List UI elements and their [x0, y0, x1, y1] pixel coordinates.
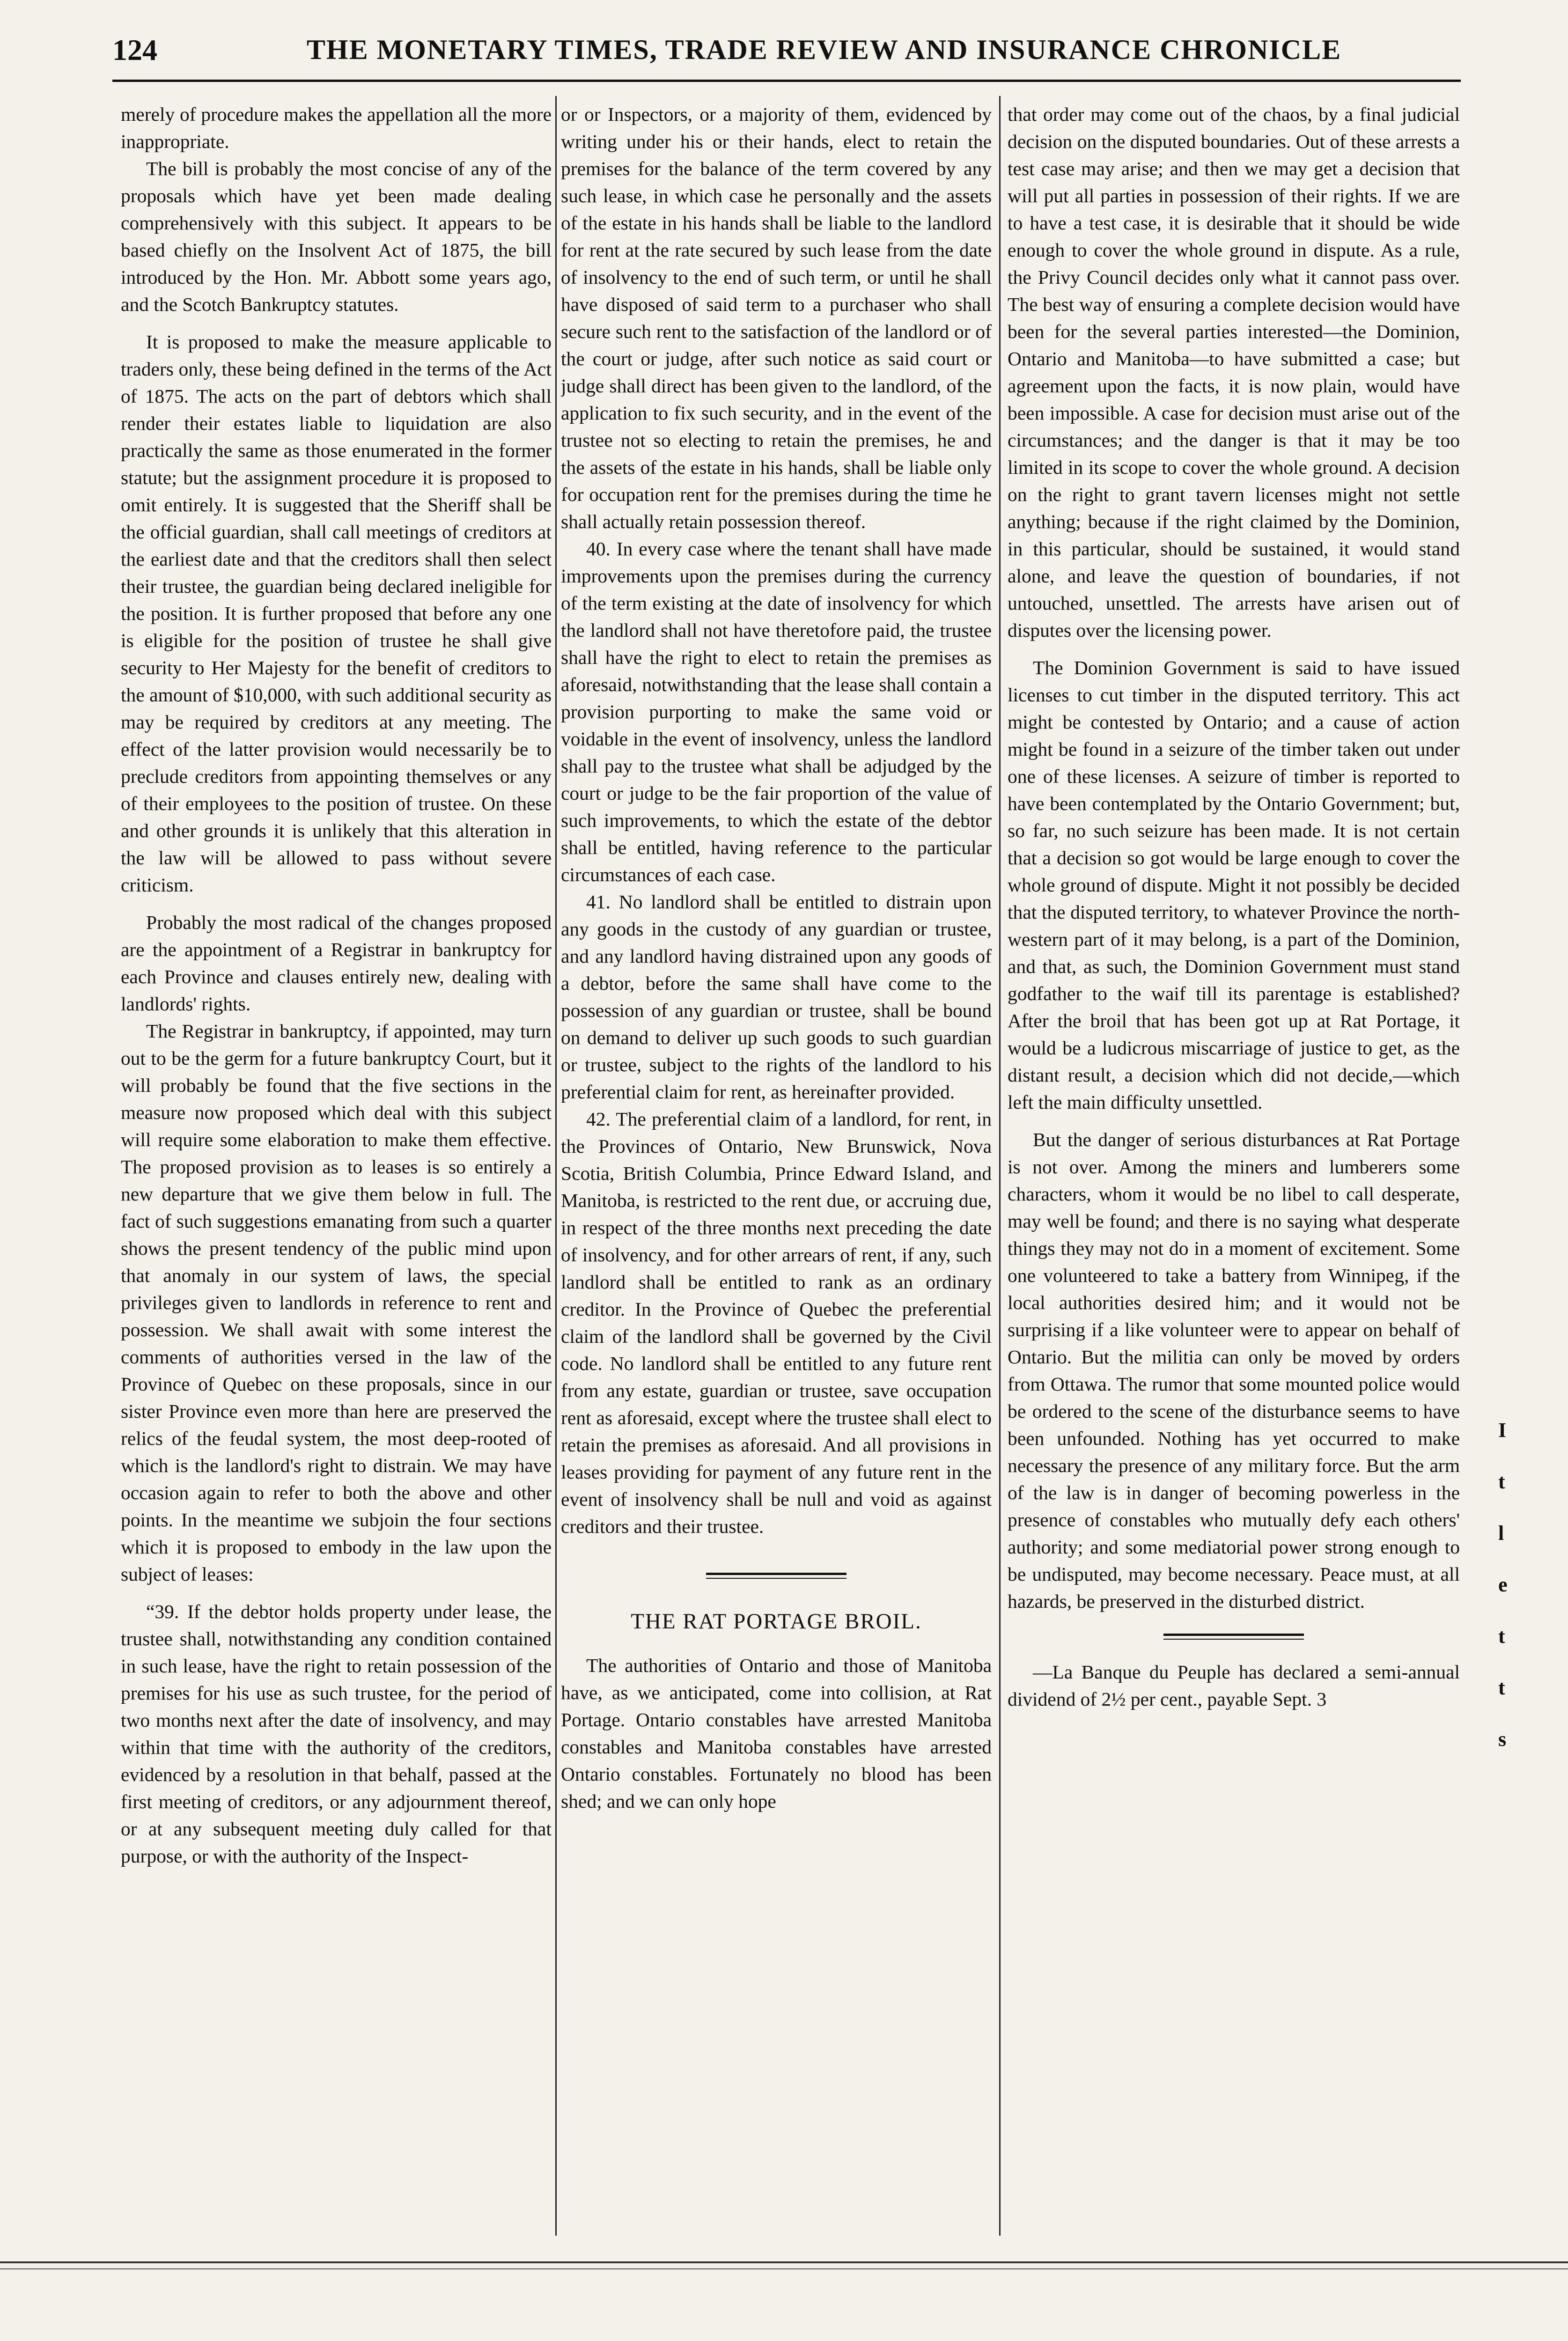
page-edge-marks [1498, 1405, 1526, 1826]
edge-mark: I [1498, 1419, 1507, 1442]
paragraph: But the danger of serious disturbances at Rat Portage is not over. Among the miners and lumberers some characters, whom it would be no libel to call desperate, may well be found; and there is no saying what desperate things they may not do in a moment of excitement. Some one volunteered to take a battery from Winnipeg, if the local authorities desired him; and it would not be surprising if a like volunteer were to appear on behalf of Ontario. But the militia can only be moved by orders from Ottawa. The rumor that some mounted police would be ordered to the scene of the disturbance seems to have been unfounded. Nothing has yet occurred to make necessary the presence of any military force. But the arm of the law is in danger of becoming powerless in the presence of constables who mutually defy each others' authority; and some mediatorial power strong enough to be undisputed, may become necessary. Peace must, at all hazards, be preserved in the disturbed district. [1008, 1129, 1460, 1612]
paragraph: —La Banque du Peuple has declared a semi-annual dividend of 2½ per cent., payable Sept. 3 [1008, 1661, 1460, 1710]
paragraph: The bill is probably the most concise of any of the proposals which have yet been made dealing comprehensively with this subject. It appears to be based chiefly on the Insolvent Act of 1875, the bill introduced by the Hon. Mr. Abbott some years ago, and the Scotch Bankruptcy statutes. [121, 158, 552, 315]
paragraph: The Registrar in bankruptcy, if appointed, may turn out to be the germ for a future bankruptcy Court, but it will probably be found that the five sections in the measure now proposed which deal with this subject will require some elaboration to make them effective. The proposed provision as to leases is so entirely a new departure that we give them below in full. The fact of such suggestions emanating from such a quarter shows the present tendency of the public mind upon that anomaly in our system of laws, the special privileges given to landlords in reference to rent and possession. We shall await with some interest the comments of authorities versed in the law of the Province of Quebec on these proposals, since in our sister Province even more than here are preserved the relics of the feudal system, the most deep-rooted of which is the landlord's right to distrain. We may have occasion again to refer to both the above and other points. In the meantime we subjoin the four sections which it is proposed to embody in the law upon the subject of leases: [121, 1020, 552, 1585]
paragraph: merely of procedure makes the appellation all the more inappropriate. [121, 103, 552, 152]
paragraph: It is proposed to make the measure applicable to traders only, these being defined in the terms of the Act of 1875. The acts on the part of debtors which shall render their estates liable to liquidation are also practically the same as those enumerated in the former statute; but the assignment procedure it is proposed to omit entirely. It is suggested that the Sheriff shall be the official guardian, shall call meetings of creditors at the earliest date and that the creditors shall then select their trustee, the guardian being declared ineligible for the position. It is further proposed that before any one is eligible for the position of trustee he shall give security to Her Majesty for the benefit of creditors to the amount of $10,000, with such additional security as may be required by creditors at any meeting. The effect of the latter provision would necessarily be to preclude creditors from appointing themselves or any of their employees to the position of trustee. On these and other grounds it is unlikely that this alteration in the law will be allowed to pass without severe criticism. [121, 331, 552, 896]
edge-mark: t [1498, 1625, 1505, 1648]
column-1 [121, 101, 552, 2236]
running-title: THE MONETARY TIMES, TRADE REVIEW AND INSURANCE CHRONICLE [306, 34, 1342, 65]
edge-mark: l [1498, 1522, 1504, 1545]
column-2 [561, 101, 992, 2236]
paragraph: 40. In every case where the tenant shall have made improvements upon the premises during the currency of the term existing at the date of insolvency for which the landlord shall not have theretofore paid, the trustee shall have the right to elect to retain the premises as aforesaid, notwithstanding that the lease shall contain a provision purporting to make the same void or voidable in the event of insolvency, unless the landlord shall pay to the trustee what shall be adjudged by the court or judge to be the fair proportion of the value of such improvements, to which the estate of the debtor shall be entitled, having reference to the particular circumstances of each case. [561, 538, 992, 885]
paragraph: 42. The preferential claim of a landlord, for rent, in the Provinces of Ontario, New Brunswick, Nova Scotia, British Columbia, Prince Edward Island, and Manitoba, is restricted to the rent due, or accruing due, in respect of the three months next preceding the date of insolvency, and for other arrears of rent, if any, such landlord shall be entitled to rank as an ordinary creditor. In the Province of Quebec the preferential claim of the landlord shall be governed by the Civil code. No landlord shall be entitled to any future rent from any estate, guardian or trustee, save occupation rent as aforesaid, except where the trustee shall elect to retain the premises as aforesaid. And all provisions in leases providing for payment of any future rent in the event of insolvency shall be null and void as against creditors and their trustee. [561, 1108, 992, 1537]
column-3 [1008, 101, 1460, 2236]
paragraph: that order may come out of the chaos, by a final judicial decision on the disputed boundaries. Out of these arrests a test case may arise; and then we may get a decision that will put all parties in possession of their rights. If we are to have a test case, it is desirable that it should be wide enough to cover the whole ground in dispute. As a rule, the Privy Council decides only what it cannot pass over. The best way of ensuring a complete decision would have been for the several parties interested—the Dominion, Ontario and Manitoba—to have submitted a case; but agreement upon the facts, it is now plain, would have been impossible. A case for decision must arise out of the circumstances; and the danger is that it may be too limited in its scope to cover the whole ground. A decision on the right to grant tavern licenses might not settle anything; because if the right claimed by the Dominion, in this particular, should be sustained, it would stand alone, and leave the question of boundaries, if not untouched, unsettled. The arrests have arisen out of disputes over the licensing power. [1008, 103, 1460, 641]
paragraph: 41. No landlord shall be entitled to distrain upon any goods in the custody of any guardian or trustee, and any landlord having distrained upon any goods of a debtor, before the same shall have come to the possession of any guardian or trustee, shall be bound on demand to deliver up such goods to such guardian or trustee, subject to the rights of the landlord to his preferential claim for rent, as hereinafter provided. [561, 891, 992, 1103]
paragraph: Probably the most radical of the changes proposed are the appointment of a Registrar in bankruptcy for each Province and clauses entirely new, dealing with landlords' rights. [121, 912, 552, 1015]
paragraph: or or Inspectors, or a majority of them, evidenced by writing under his or their hands, elect to retain the premises for the balance of the term covered by any such lease, in which case he personally and the assets of the estate in his hands shall be liable to the landlord for rent at the rate secured by such lease from the date of insolvency to the end of such term, or until he shall have disposed of said term to a purchaser who shall secure such rent to the satisfaction of the landlord or of the court or judge, after such notice as said court or judge shall direct has been given to the landlord, of the application to fix such security, and in the event of the trustee not so electing to retain the premises, he and the assets of the estate in his hands, shall be liable only for occupation rent for the premises during the time he shall actually retain possession thereof. [561, 103, 992, 532]
column-divider [999, 96, 1001, 2236]
edge-mark: e [1498, 1573, 1508, 1596]
bottom-rule [0, 2261, 1568, 2263]
paragraph: The Dominion Government is said to have issued licenses to cut timber in the disputed territory. This act might be contested by Ontario; and a cause of action might be found in a seizure of the timber taken out under one of these licenses. A seizure of timber is reported to have been contemplated by the Ontario Government; but, so far, no such seizure has been made. It is not certain that a decision so got would be large enough to cover the whole ground of dispute. Might it not possibly be decided that the disputed territory, to whatever Province the north-western part of it may belong, is a part of the Dominion, and that, as such, the Dominion Government must stand godfather to the waif till its parentage is established? After the broil that has been got up at Rat Portage, it would be a ludicrous miscarriage of justice to get, as the distant result, a decision which did not decide,—which left the main difficulty unsettled. [1008, 657, 1460, 1113]
section-separator [706, 1573, 847, 1579]
column-divider [555, 96, 557, 2236]
edge-mark: t [1498, 1470, 1505, 1493]
page-header [112, 28, 1461, 82]
section-title: THE RAT PORTAGE BROIL. [631, 1609, 922, 1634]
paragraph: The authorities of Ontario and those of Manitoba have, as we anticipated, come into collision, at Rat Portage. Ontario constables have arrested Manitoba constables and Manitoba constables have arrested Ontario constables. Fortunately no blood has been shed; and we can only hope [561, 1655, 992, 1812]
section-separator [1163, 1634, 1304, 1640]
bottom-rule [0, 2268, 1568, 2269]
page-number: 124 [112, 33, 157, 66]
paragraph: “39. If the debtor holds property under lease, the trustee shall, notwithstanding any condition contained in such lease, have the right to retain possession of the premises for his use as such trustee, for the period of two months next after the date of insolvency, and may within that time with the authority of the creditors, evidenced by a resolution in that behalf, passed at the first meeting of creditors, or any adjournment thereof, or at any subsequent meeting duly called for that purpose, or with the authority of the Inspect- [121, 1601, 552, 1867]
edge-mark: t [1498, 1676, 1505, 1699]
edge-mark: s [1498, 1728, 1507, 1751]
